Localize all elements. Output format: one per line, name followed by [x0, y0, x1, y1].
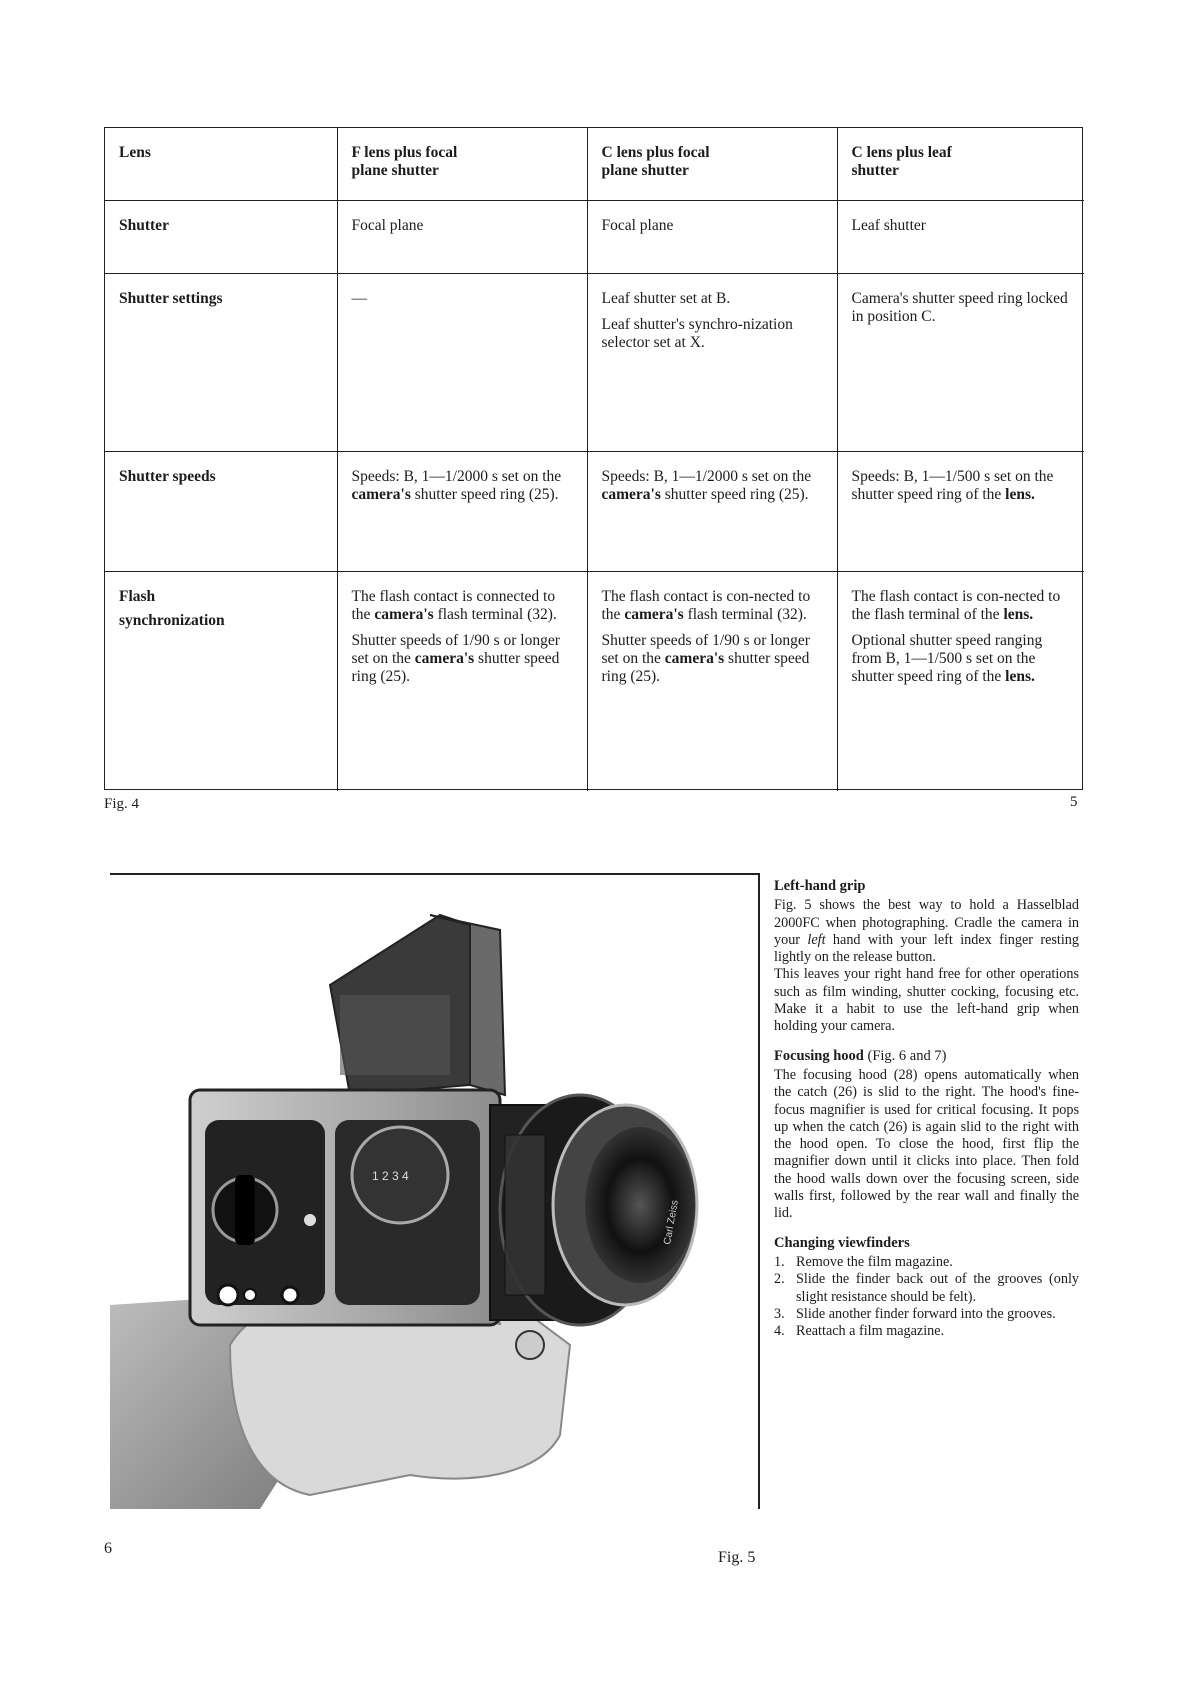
section-focusing-hood [774, 1048, 1079, 1223]
section-left-hand-grip [774, 878, 1079, 1036]
flash-f-lens-p1-c: flash terminal (32). [433, 605, 557, 623]
header-lens [105, 128, 337, 200]
flash-c-lens-leaf-p2 [852, 632, 1071, 686]
flash-c-lens-leaf-p1 [852, 588, 1071, 624]
flash-f-lens-p2 [352, 632, 573, 686]
header-c-lens-leaf [837, 128, 1084, 200]
flash-c-lens-leaf-p1-a: The flash contact is con-nected to the flash terminal of the [851, 587, 1061, 623]
step-number: 4. [774, 1323, 785, 1340]
header-f-lens-line2: plane shutter [351, 162, 439, 179]
instructions-column [774, 878, 1079, 1352]
row-shutter-label: Shutter [105, 200, 337, 273]
shutter-c-lens-leaf: Leaf shutter [837, 200, 1084, 273]
header-f-lens-line1: F lens plus focal [351, 144, 458, 161]
flash-f-lens-p2-c: shutter speed ring (25). [351, 649, 560, 685]
flash-c-lens-leaf-p2-b: lens. [1005, 667, 1035, 685]
flash-c-lens-focal-p2-b: camera's [664, 649, 725, 667]
speeds-c-lens-leaf-text1: Speeds: B, 1—1/500 s set on the shutter speed ring of the [851, 467, 1054, 503]
small-control-3 [282, 1287, 298, 1303]
viewfinder-steps [774, 1254, 1079, 1340]
page-number-6: 6 [104, 1540, 112, 1557]
flash-c-lens-focal-p1 [602, 588, 823, 624]
step-text: Slide the finder back out of the grooves (only slight resistance should be felt). [796, 1271, 1079, 1305]
list-item [774, 1306, 1079, 1323]
flash-c-lens-focal-p2-a: Shutter speeds of 1/90 s or longer set on the [601, 631, 810, 667]
section-changing-viewfinders [774, 1235, 1079, 1341]
flash-c-lens-focal-p2 [602, 632, 823, 686]
table-row [105, 273, 1084, 451]
speeds-f-lens-text1: Speeds: B, 1—1/2000 s set on the [351, 467, 562, 485]
camera-hand-illustration [110, 875, 758, 1509]
header-c-lens-focal-line1: C lens plus focal [601, 144, 710, 161]
settings-c-lens-focal-p2: Leaf shutter's synchro-nization selector set at X. [601, 315, 793, 351]
list-item [774, 1323, 1079, 1340]
list-item [774, 1271, 1079, 1306]
speeds-f-lens-text2: shutter speed ring (25). [410, 485, 559, 503]
speeds-c-lens-focal-bold: camera's [601, 485, 661, 503]
step-text: Reattach a film magazine. [796, 1323, 945, 1340]
row-speeds-label: Shutter speeds [105, 451, 337, 571]
grip-paragraph-1 [774, 897, 1079, 966]
grip-p1-a: Fig. 5 shows the best way to hold a Hasselblad 2000FC when photographing. Cradle the camera in your [774, 897, 1079, 948]
flash-c-lens-leaf [837, 571, 1084, 791]
flash-f-lens-p1 [352, 588, 573, 624]
flash-c-lens-focal-p1-b: camera's [624, 605, 684, 623]
settings-c-lens-focal-p1: Leaf shutter set at B. [601, 289, 731, 307]
flash-f-lens-p2-a: Shutter speeds of 1/90 s or longer set on the [351, 631, 560, 667]
header-c-lens-focal-line2: plane shutter [601, 162, 689, 179]
shutter-c-lens-focal: Focal plane [587, 200, 837, 273]
lens-engraving: Carl Zeiss [662, 1199, 681, 1246]
heading-focusing-hood [774, 1048, 1079, 1065]
flash-f-lens [337, 571, 587, 791]
flash-f-lens-p1-b: camera's [374, 605, 434, 623]
settings-f-lens: — [337, 273, 587, 451]
flash-c-lens-focal-p1-c: flash terminal (32). [683, 605, 807, 623]
row-flash-label-line2: synchronization [119, 611, 225, 629]
dial-marks: 1 2 3 4 [372, 1169, 409, 1183]
header-c-lens-focal [587, 128, 837, 200]
speeds-c-lens-focal-text2: shutter speed ring (25). [660, 485, 809, 503]
settings-c-lens-focal [587, 273, 837, 451]
heading-focusing-hood-title: Focusing hood [774, 1047, 864, 1064]
speeds-c-lens-leaf [837, 451, 1084, 571]
lens-knob [516, 1331, 544, 1359]
screw [303, 1213, 317, 1227]
flash-c-lens-focal-p2-c: shutter speed ring (25). [601, 649, 810, 685]
page-number-5: 5 [1070, 794, 1078, 810]
table-row [105, 451, 1084, 571]
shutter-f-lens: Focal plane [337, 200, 587, 273]
figure-4-caption: Fig. 4 [104, 796, 140, 812]
lens-shutter-table [104, 127, 1083, 790]
heading-changing-viewfinders: Changing viewfinders [774, 1234, 910, 1251]
step-text: Remove the film magazine. [796, 1253, 953, 1270]
row-settings-label: Shutter settings [105, 273, 337, 451]
list-item [774, 1254, 1079, 1271]
speeds-c-lens-focal-text1: Speeds: B, 1—1/2000 s set on the [601, 467, 812, 485]
row-flash-label-line1: Flash [119, 587, 156, 605]
step-number: 2. [774, 1271, 785, 1288]
header-c-lens-leaf-line1: C lens plus leaf [851, 144, 952, 161]
figure-5-caption: Fig. 5 [718, 1549, 756, 1566]
grip-p1-italic: left [807, 931, 826, 948]
flash-c-lens-leaf-p1-b: lens. [1003, 605, 1034, 623]
step-number: 1. [774, 1253, 785, 1270]
winding-crank [235, 1175, 255, 1245]
step-text: Slide another finder forward into the grooves. [796, 1305, 1056, 1322]
table-row [105, 200, 1084, 273]
header-f-lens [337, 128, 587, 200]
flash-f-lens-p1-a: The flash contact is connected to the [351, 587, 556, 623]
speeds-f-lens-bold: camera's [351, 485, 411, 503]
small-control-1 [218, 1285, 238, 1305]
speeds-c-lens-focal [587, 451, 837, 571]
grip-p1-c: hand with your left index finger resting lightly on the release button. [774, 931, 1079, 966]
spec-table [105, 128, 1084, 791]
hand-shape [230, 1300, 570, 1495]
flash-c-lens-focal [587, 571, 837, 791]
flash-f-lens-p2-b: camera's [414, 649, 475, 667]
table-row [105, 128, 1084, 200]
heading-left-hand-grip: Left-hand grip [774, 878, 866, 894]
header-lens-label: Lens [119, 144, 151, 161]
speeds-f-lens [337, 451, 587, 571]
hood-grid [340, 995, 450, 1075]
heading-focusing-hood-ref: (Fig. 6 and 7) [863, 1047, 947, 1064]
hood-paragraph: The focusing hood (28) opens automatically when the catch (26) is slid to the right. The hood's fine-focus magnifier is used for critical focusing. It pops up when the catch (26) is again slid to the right with the hood open. To close the hood, first flip the magnifier down until it clicks into place. Then fold the hood walls down over the focusing screen, side walls first, followed by the rear wall and finally the lid. [774, 1066, 1079, 1222]
settings-c-lens-leaf: Camera's shutter speed ring locked in position C. [837, 273, 1084, 451]
row-flash-label [105, 571, 337, 791]
flash-c-lens-focal-p1-a: The flash contact is con-nected to the [601, 587, 811, 623]
table-row [105, 571, 1084, 791]
header-c-lens-leaf-line2: shutter [851, 162, 899, 179]
speeds-c-lens-leaf-bold: lens. [1005, 485, 1035, 503]
grip-paragraph-2: This leaves your right hand free for other operations such as film winding, shutter cocking, focusing etc. Make it a habit to use the left-hand grip when holding your camera. [774, 966, 1079, 1035]
focus-ring-knurl [505, 1135, 545, 1295]
small-control-2 [244, 1289, 256, 1301]
flash-c-lens-leaf-p2-a: Optional shutter speed ranging from B, 1—1/500 s set on the shutter speed ring of the [851, 631, 1043, 685]
step-number: 3. [774, 1305, 785, 1322]
figure-5-photo [110, 873, 760, 1509]
